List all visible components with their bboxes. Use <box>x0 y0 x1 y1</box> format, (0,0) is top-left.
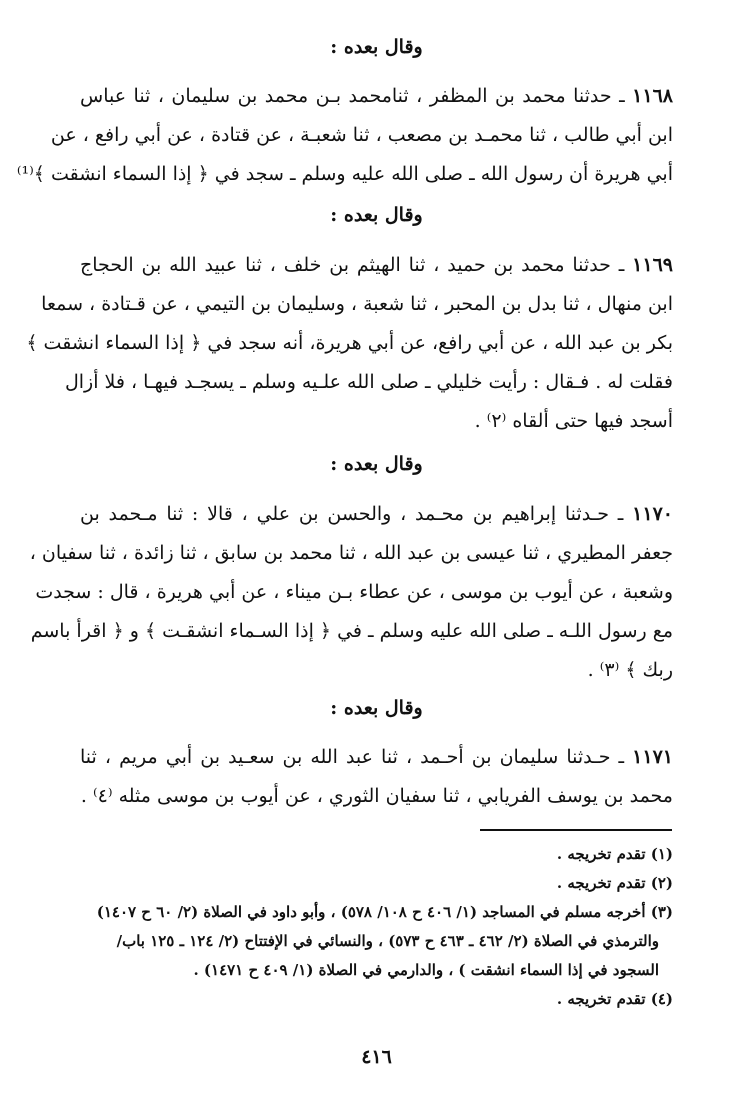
footnote: (١) تقدم تخريجه . <box>556 845 673 863</box>
text-line: أبي هريرة أن رسول الله ـ صلى الله عليه وسلم ـ سجد في ﴿ إذا السماء انشقت ﴾⁽¹⁾ <box>16 163 673 185</box>
footnote: (٢) تقدم تخريجه . <box>556 874 673 892</box>
text-line: ١١٧١ ـ حـدثنا سليمان بن أحـمد ، ثنا عبد الله بن سعـيد بن أبي مريم ، ثنا <box>80 746 673 768</box>
text-line: جعفر المطيري ، ثنا عيسى بن عبد الله ، ثنا محمد بن سابق ، ثنا زائدة ، ثنا سفيان ، <box>29 542 673 564</box>
text-line: ابن منهال ، ثنا بدل بن المحبر ، ثنا شعبة ، وسليمان بن التيمي ، عن قـتادة ، سمعا <box>41 293 673 315</box>
footnote-continuation: والترمذي في الصلاة (٢/ ٤٦٢ ـ ٤٦٣ ح ٥٧٣) ، والنسائي في الإفتتاح (٢/ ١٢٤ ـ ١٢٥ باب/ <box>116 932 659 950</box>
hadith-number: ١١٦٨ <box>632 85 673 107</box>
text-line: فقلت له . فـقال : رأيت خليلي ـ صلى الله علـيه وسلم ـ يسجـد فيهـا ، فلا أزال <box>64 371 673 393</box>
section-heading: وقال بعده : <box>330 453 423 475</box>
hadith-number: ١١٦٩ <box>632 254 673 276</box>
text-line: ابن أبي طالب ، ثنا محمـد بن مصعب ، ثنا شعبـة ، عن قتادة ، عن أبي رافع ، عن <box>50 124 673 146</box>
footnote-continuation: السجود في إذا السماء انشقت ) ، والدارمي في الصلاة (١/ ٤٠٩ ح ١٤٧١) . <box>193 961 659 979</box>
footnote: (٣) أخرجه مسلم في المساجد (١/ ٤٠٦ ح ١٠٨/ ٥٧٨) ، وأبو داود في الصلاة (٢/ ٦٠ ح ١٤٠٧) <box>96 903 673 921</box>
hadith-number: ١١٧١ <box>632 746 673 768</box>
section-heading: وقال بعده : <box>330 36 423 58</box>
footnotes <box>70 840 673 1014</box>
hadith-1171 <box>80 738 673 816</box>
hadith-number: ١١٧٠ <box>632 503 673 525</box>
footnote: (٤) تقدم تخريجه . <box>556 990 673 1008</box>
text-line: محمد بن يوسف الفريابي ، ثنا سفيان الثوري ، عن أيوب بن موسى مثله ⁽٤⁾ . <box>80 785 673 807</box>
text-line: ١١٦٩ ـ حدثنا محمد بن حميد ، ثنا الهيثم بن خلف ، ثنا عبيد الله بن الحجاج <box>80 254 673 276</box>
text-line: ١١٧٠ ـ حـدثنا إبراهيم بن محـمد ، والحسن بن علي ، قالا : ثنا مـحمد بن <box>80 503 673 525</box>
text-line: مع رسول اللـه ـ صلى الله عليه وسلم ـ في ﴿ إذا السـماء انشقـت ﴾ و ﴿ اقرأ باسم <box>30 620 673 642</box>
text-line: بكر بن عبد الله ، عن أبي رافع، عن أبي هريرة، أنه سجد في ﴿ إذا السماء انشقت ﴾ <box>26 332 673 354</box>
section-heading: وقال بعده : <box>330 697 423 719</box>
text-line: ١١٦٨ ـ حدثنا محمد بن المظفر ، ثنامحمد بـن محمد بن سليمان ، ثنا عباس <box>80 85 673 107</box>
hadith-1168 <box>16 77 673 194</box>
section-heading: وقال بعده : <box>330 204 423 226</box>
hadith-1169 <box>26 246 673 441</box>
page-number: ٤١٦ <box>361 1046 392 1068</box>
footnote-separator <box>480 829 672 831</box>
text-line: ربك ﴾ ⁽٣⁾ . <box>587 659 673 681</box>
hadith-1170 <box>29 495 673 690</box>
text-line: وشعبة ، عن أيوب بن موسى ، عن عطاء بـن ميناء ، عن أبي هريرة ، قال : سجدت <box>35 581 673 603</box>
text-line: أسجد فيها حتى ألقاه ⁽٢⁾ . <box>474 410 673 432</box>
